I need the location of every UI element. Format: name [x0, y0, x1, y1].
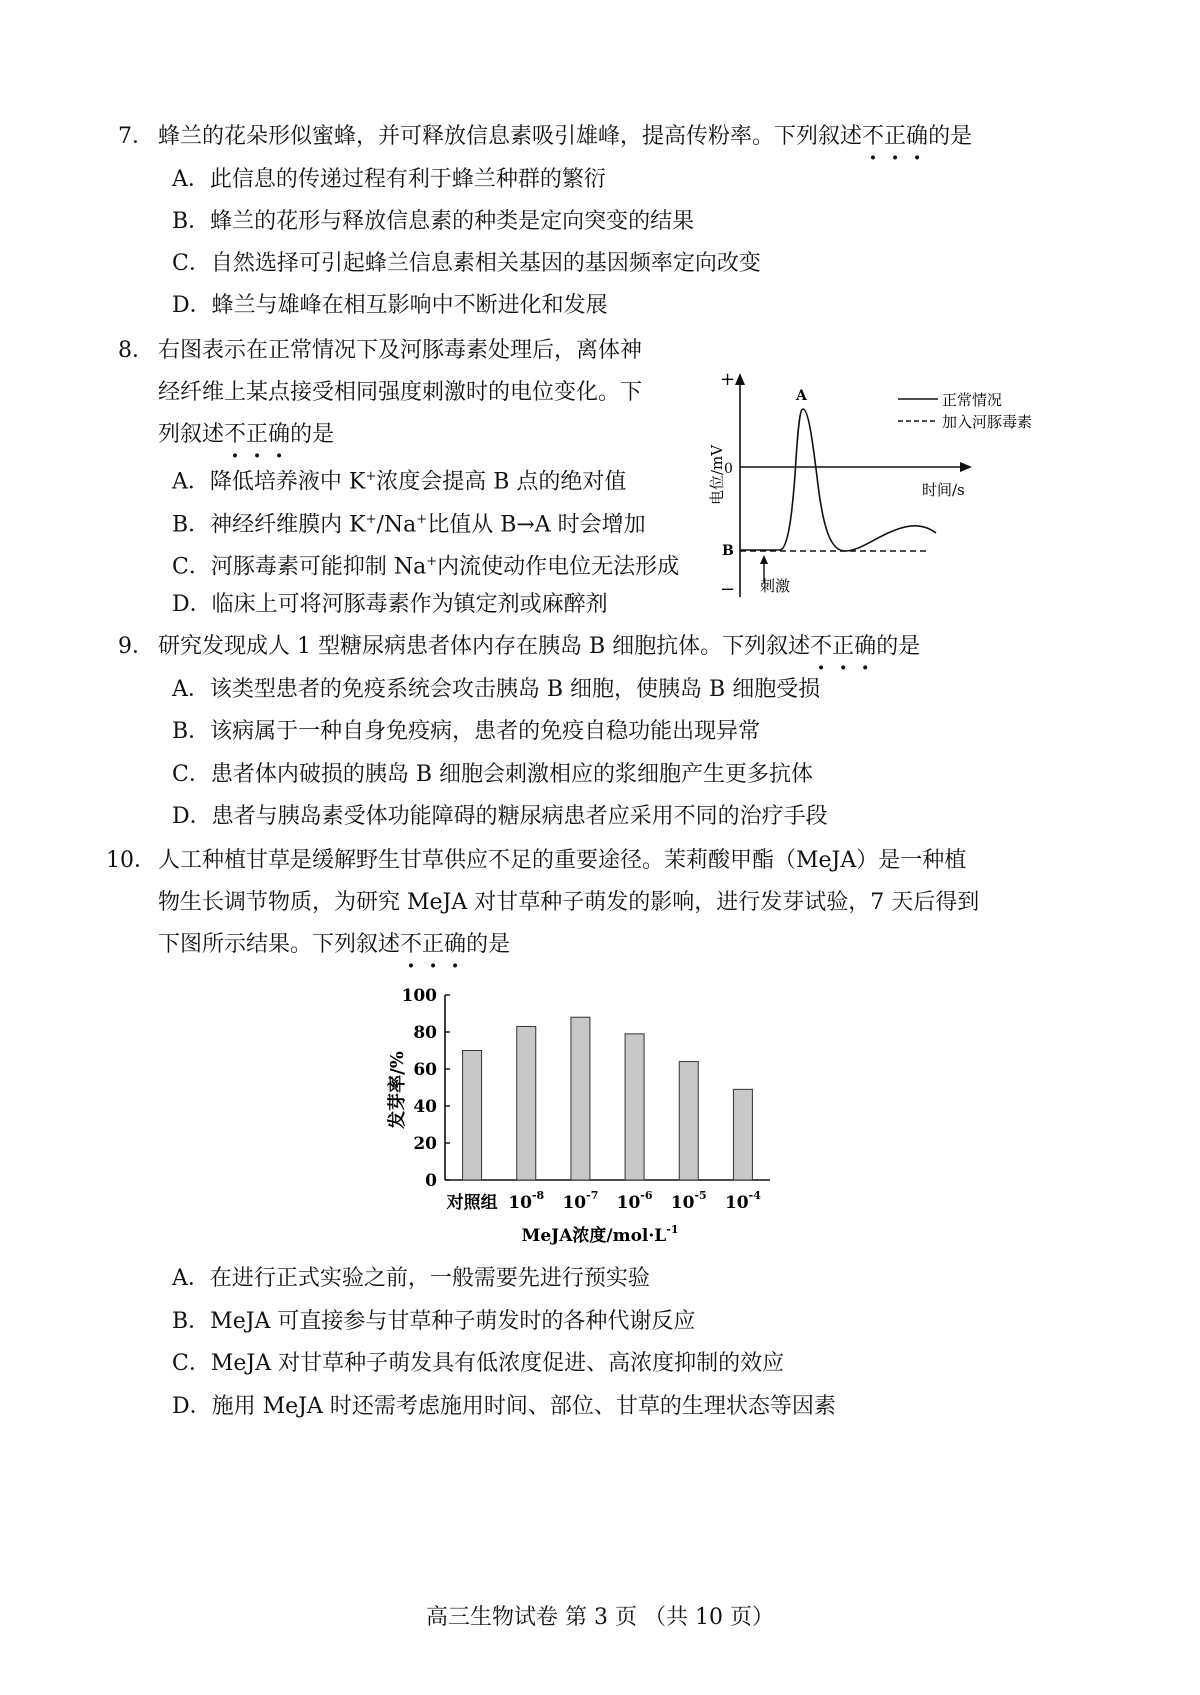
chart-xtick-label: $10^{-6}$	[616, 1189, 653, 1213]
q9-stem-post: 的是	[876, 634, 921, 659]
q7-emph-1: 不	[862, 124, 885, 149]
q8-option-b-sup1: +	[365, 512, 377, 527]
q7-stem-post: 的是	[928, 124, 973, 149]
graph-minus-label: −	[720, 579, 736, 600]
q7-option-b: B．蜂兰的花形与释放信息素的种类是定向突变的结果	[172, 209, 695, 234]
q8-option-b-pre: B．神经纤维膜内 K	[172, 512, 366, 538]
chart-xtick-label: $10^{-4}$	[724, 1189, 761, 1213]
chart-ytick-label: 20	[413, 1134, 437, 1154]
q7-emph-3: 确	[906, 124, 929, 149]
graph-xlabel: 时间/s	[922, 481, 965, 499]
q8-option-c	[172, 547, 679, 582]
q10-stem-line1: 人工种植甘草是缓解野生甘草供应不足的重要途径。茉莉酸甲酯（MeJA）是一种植	[158, 848, 967, 873]
q8-option-a-sup: +	[365, 469, 377, 484]
chart-xlabel-main: MeJA浓度/mol·L	[521, 1226, 667, 1246]
q10-emph-3: 确	[444, 932, 467, 957]
chart-xtick-exponent: -7	[586, 1189, 599, 1202]
chart-xtick-label: $10^{-8}$	[508, 1189, 545, 1213]
q8-option-c-sup: +	[426, 554, 438, 569]
q10-number: 10．	[106, 848, 156, 873]
q10-stem-line3-post: 的是	[466, 932, 511, 957]
graph-stimulus-label: 刺激	[760, 577, 791, 595]
q7-stem	[158, 122, 972, 152]
q7-option-c: C．自然选择可引起蜂兰信息素相关基因的基因频率定向改变	[172, 251, 761, 276]
q9-emph-3: 确	[854, 634, 877, 659]
q9-number: 9．	[118, 634, 154, 659]
q8-option-a	[172, 462, 626, 497]
q10-option-c: C．MeJA 对甘草种子萌发具有低浓度促进、高浓度抑制的效应	[172, 1351, 785, 1376]
q10-stem-line3-pre: 下图所示结果。下列叙述	[158, 932, 401, 957]
q8-number: 8．	[118, 338, 154, 363]
graph-zero-label: 0	[724, 461, 733, 477]
q9-emph-1: 不	[810, 634, 833, 659]
chart-xtick-exponent: -6	[640, 1189, 653, 1202]
chart-xlabel-sup: -1	[666, 1223, 679, 1236]
graph-label-b: B	[722, 543, 734, 559]
q8-emph-2: 正	[246, 422, 269, 447]
chart-bar	[571, 1017, 590, 1180]
q8-option-b	[172, 505, 646, 540]
graph-x-arrow	[960, 462, 972, 472]
graph-label-a: A	[796, 388, 807, 404]
chart-ytick-label: 80	[413, 1023, 437, 1043]
page-footer: 高三生物试卷 第 3 页 （共 10 页）	[426, 1605, 774, 1630]
q7-number: 7．	[118, 124, 154, 149]
q8-option-b-post: 比值从 B→A 时会增加	[427, 512, 646, 538]
q8-option-b-mid: /Na	[376, 512, 417, 538]
chart-bar	[517, 1026, 536, 1180]
q9-option-c: C．患者体内破损的胰岛 B 细胞会刺激相应的浆细胞产生更多抗体	[172, 762, 813, 787]
chart-ylabel: 发芽率/%	[387, 1051, 408, 1129]
chart-ytick-label: 60	[413, 1060, 437, 1080]
graph-plus-label: +	[720, 369, 736, 390]
q8-stem-line3-post: 的是	[290, 422, 335, 447]
q8-option-c-post: 内流使动作电位无法形成	[437, 554, 680, 580]
q10-option-d: D．施用 MeJA 时还需考虑施用时间、部位、甘草的生理状态等因素	[172, 1394, 836, 1419]
q8-stem-line1: 右图表示在正常情况下及河豚毒素处理后，离体神	[158, 338, 643, 363]
q8-stem-line2: 经纤维上某点接受相同强度刺激时的电位变化。下	[158, 380, 643, 405]
q10-emph-2: 正	[422, 932, 445, 957]
chart-xtick-label: $10^{-5}$	[670, 1189, 707, 1213]
q9-stem	[158, 632, 920, 662]
chart-bar	[625, 1034, 644, 1180]
q10-option-a: A．在进行正式实验之前，一般需要先进行预实验	[172, 1266, 650, 1291]
chart-ytick-label: 100	[401, 986, 437, 1006]
q10-stem-line2: 物生长调节物质，为研究 MeJA 对甘草种子萌发的影响，进行发芽试验，7 天后得到	[158, 890, 980, 915]
q9-option-a: A．该类型患者的免疫系统会攻击胰岛 B 细胞，使胰岛 B 细胞受损	[172, 677, 821, 702]
q7-stem-pre: 蜂兰的花朵形似蜜蜂，并可释放信息素吸引雄峰，提高传粉率。下列叙述	[158, 124, 863, 149]
legend-normal-label: 正常情况	[942, 391, 1003, 409]
chart-xtick-exponent: -8	[531, 1189, 545, 1202]
q8-emph-3: 确	[268, 422, 291, 447]
q9-option-b: B．该病属于一种自身免疫病，患者的免疫自稳功能出现异常	[172, 719, 761, 744]
graph-normal-curve	[740, 409, 936, 551]
q8-option-b-sup2: +	[416, 512, 428, 527]
q9-stem-pre: 研究发现成人 1 型糖尿病患者体内存在胰岛 B 细胞抗体。下列叙述	[158, 634, 811, 659]
chart-xlabel	[522, 1223, 679, 1246]
q8-option-a-post: 浓度会提高 B 点的绝对值	[376, 469, 627, 495]
q8-option-d: D．临床上可将河豚毒素作为镇定剂或麻醉剂	[172, 592, 608, 617]
q9-option-d: D．患者与胰岛素受体功能障碍的糖尿病患者应采用不同的治疗手段	[172, 804, 828, 829]
chart-xtick-exponent: -5	[694, 1189, 707, 1202]
q8-emph-1: 不	[224, 422, 247, 447]
q9-emph-2: 正	[832, 634, 855, 659]
q10-option-b: B．MeJA 可直接参与甘草种子萌发时的各种代谢反应	[172, 1309, 696, 1334]
chart-bar	[679, 1062, 698, 1180]
q10-stem-line3	[158, 930, 510, 960]
chart-xtick-exponent: -4	[748, 1189, 761, 1202]
q7-option-a: A．此信息的传递过程有利于蜂兰种群的繁衍	[172, 167, 606, 192]
chart-ytick-label: 0	[425, 1171, 437, 1191]
q7-option-d: D．蜂兰与雄峰在相互影响中不断进化和发展	[172, 293, 608, 318]
q8-option-c-pre: C．河豚毒素可能抑制 Na	[172, 554, 427, 580]
graph-y-arrow	[735, 373, 745, 385]
action-potential-graph	[700, 365, 1080, 615]
chart-xtick-label: $10^{-7}$	[562, 1189, 599, 1213]
graph-stimulus-arrowhead	[760, 555, 768, 564]
chart-ytick-label: 40	[413, 1097, 437, 1117]
q8-stem-line3-pre: 列叙述	[158, 422, 225, 447]
germination-bar-chart	[375, 975, 795, 1250]
q10-emph-1: 不	[400, 932, 423, 957]
chart-bar	[733, 1089, 752, 1180]
q7-emph-2: 正	[884, 124, 907, 149]
q8-option-a-pre: A．降低培养液中 K	[172, 469, 366, 495]
q8-stem-line3	[158, 420, 334, 450]
graph-ylabel: 电位/mV	[708, 444, 726, 505]
legend-ttx-label: 加入河豚毒素	[942, 413, 1033, 431]
chart-xtick-label: 对照组	[446, 1193, 498, 1213]
chart-bar	[463, 1051, 482, 1181]
